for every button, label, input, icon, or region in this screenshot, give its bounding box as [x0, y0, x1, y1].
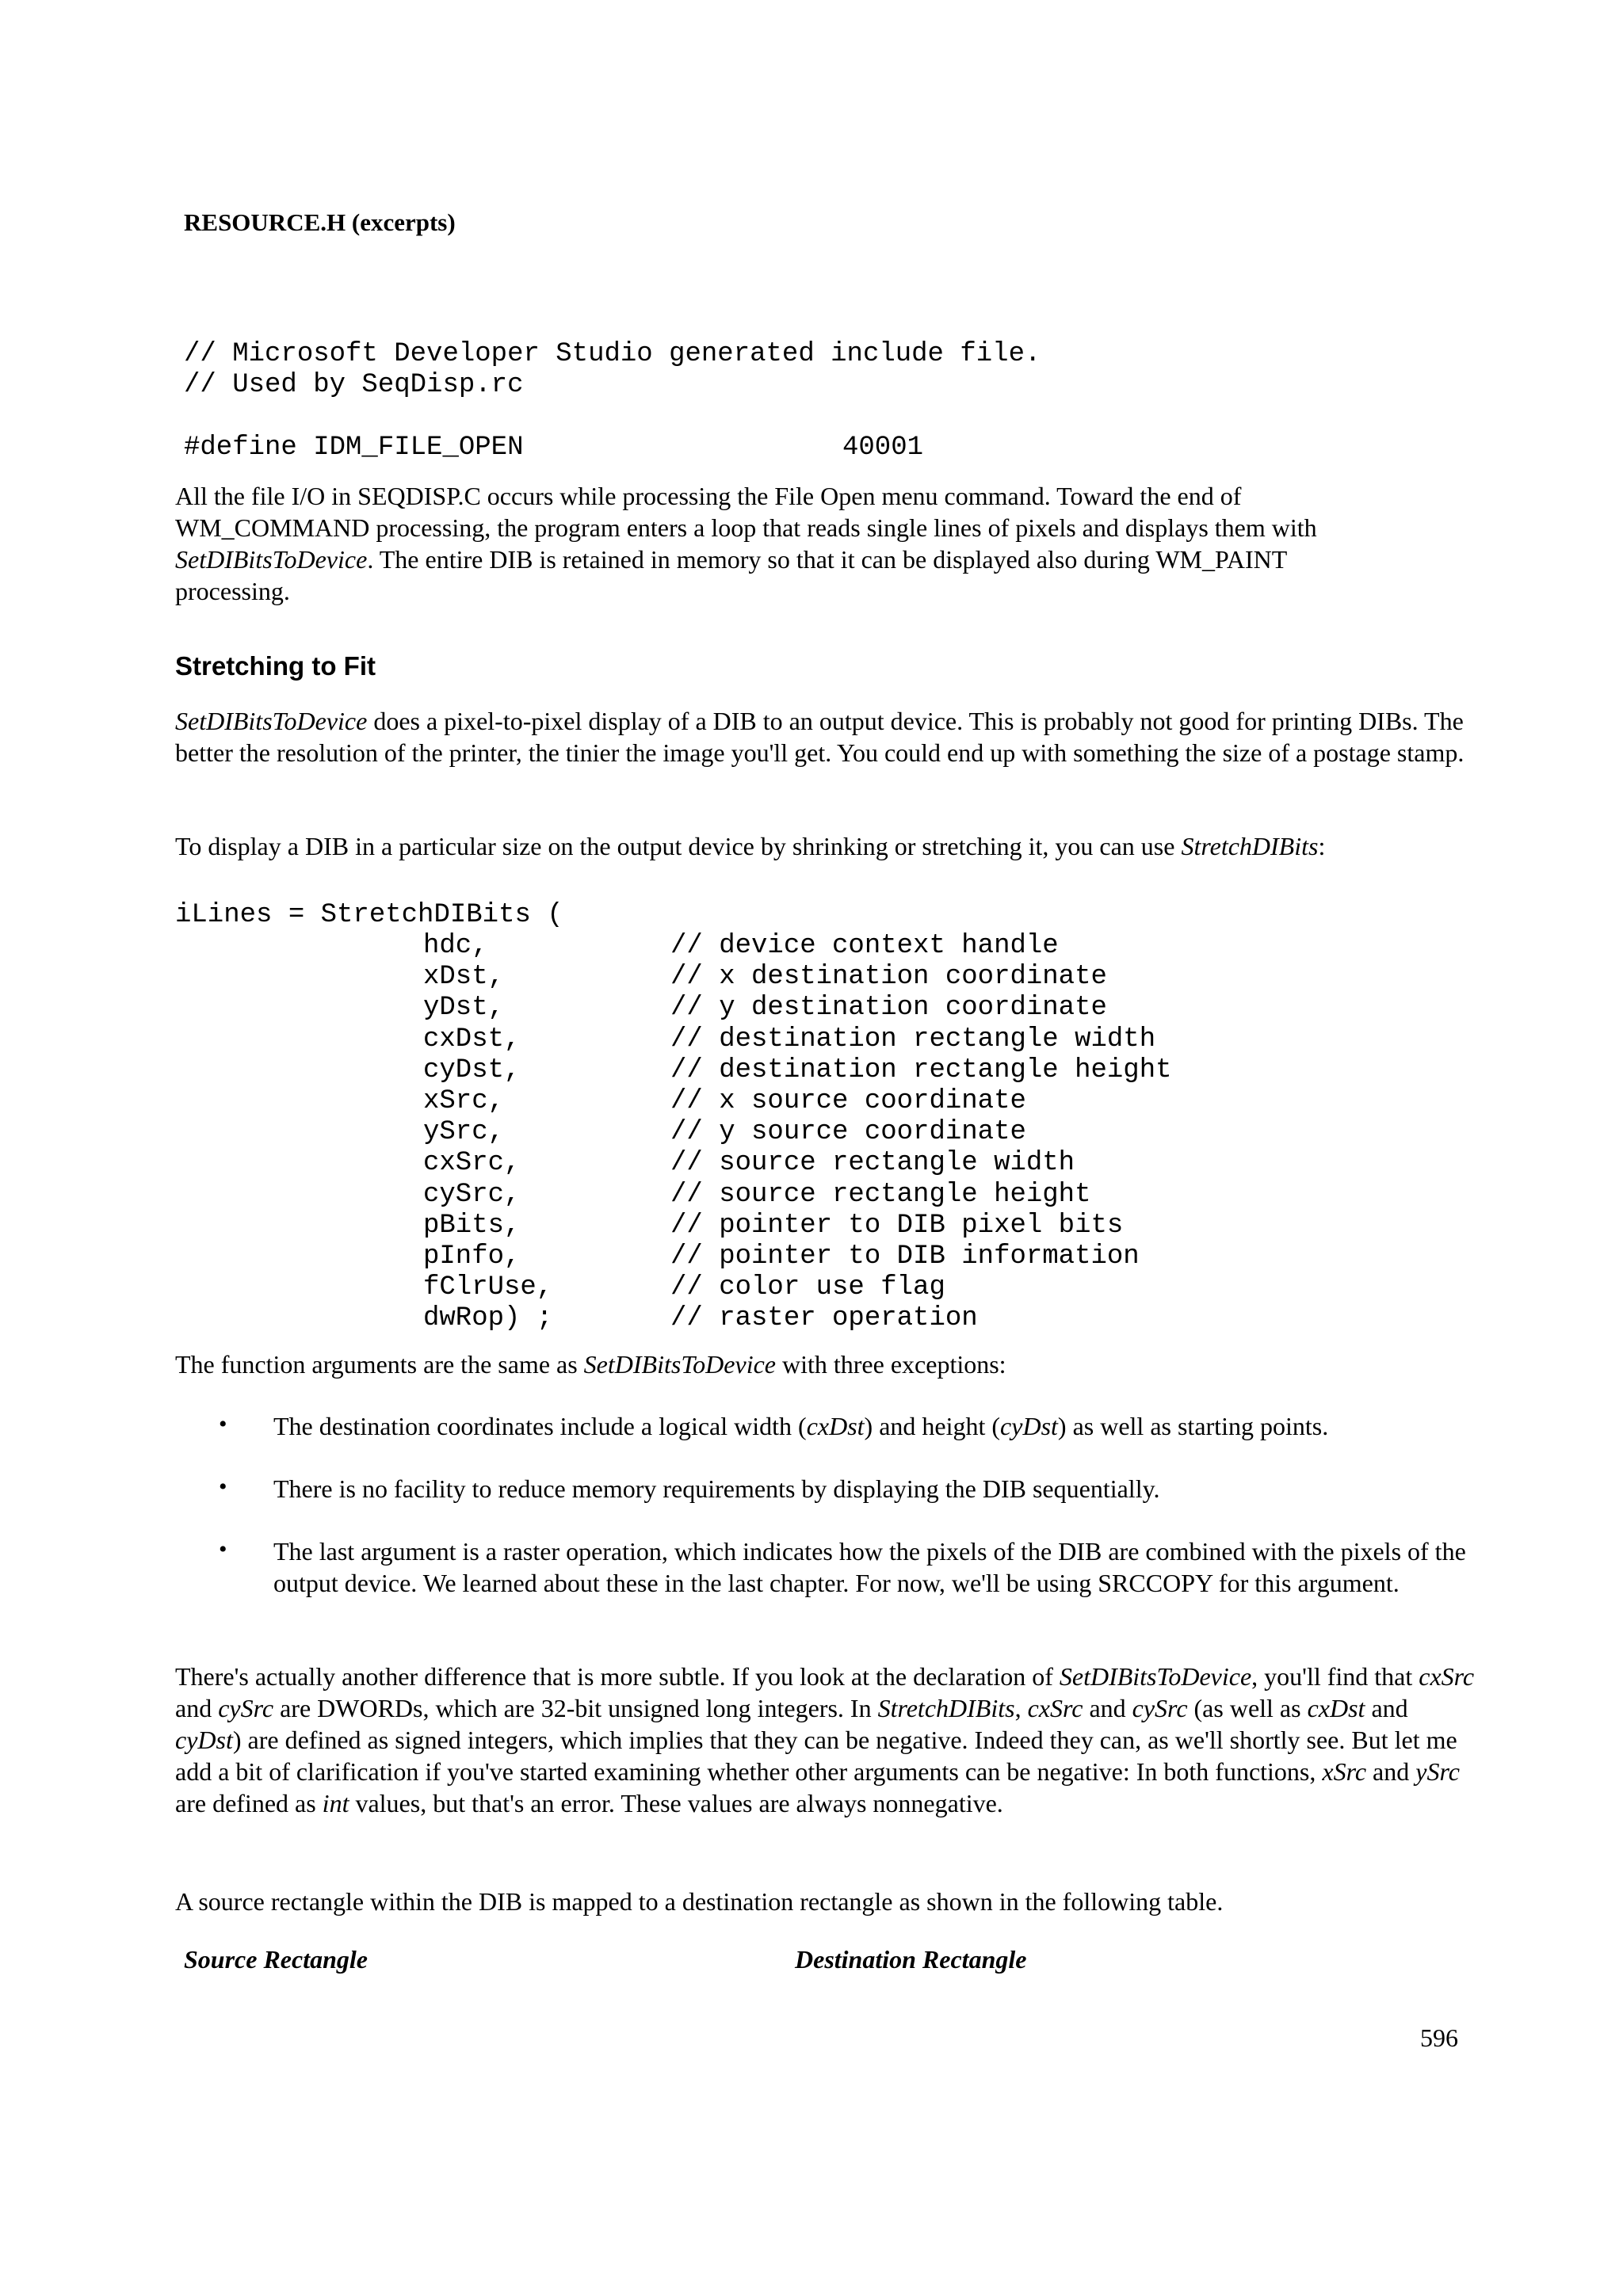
para5-i11: int	[322, 1789, 349, 1817]
stretch-code-comment: // y destination coordinate	[670, 993, 1107, 1024]
para5-i2: cxSrc	[1419, 1662, 1475, 1691]
para5-s2: , you'll find that	[1251, 1662, 1419, 1691]
para5-i1: SetDIBitsToDevice	[1059, 1662, 1252, 1691]
stretch-code-arg: xDst,	[423, 962, 505, 993]
para4-a: The function arguments are the same as	[175, 1350, 584, 1379]
stretch-code-first-line: iLines = StretchDIBits (	[175, 900, 563, 930]
para5-s5: ,	[1014, 1694, 1028, 1722]
para5-i10: ySrc	[1415, 1757, 1460, 1786]
stretch-code-arg: cxSrc,	[423, 1148, 521, 1179]
stretch-code-arg: cySrc,	[423, 1179, 521, 1210]
para5-s10: and	[1366, 1757, 1416, 1786]
stretch-code-arg: hdc,	[423, 931, 488, 961]
page-number: 596	[1420, 2023, 1458, 2052]
paragraph-pixel-display	[175, 705, 1475, 769]
para5-i5: cxSrc	[1027, 1694, 1083, 1722]
para5-s3: and	[175, 1694, 219, 1722]
paragraph-file-io	[175, 480, 1475, 607]
stretch-code-comment: // destination rectangle height	[670, 1055, 1172, 1085]
stretch-code-comment: // x destination coordinate	[670, 962, 1107, 993]
para5-i3: cySrc	[218, 1694, 274, 1722]
bullet-3: The last argument is a raster operation, which indicates how the pixels of the DIB are combined with the pixels of the output device. We learned about these in the last chapter. For now, we'll be using SRCCOPY for this argument.	[273, 1537, 1466, 1597]
stretch-code-arg: pInfo,	[423, 1241, 521, 1272]
bullet-glyph-1: •	[219, 1411, 227, 1437]
paragraph-exceptions	[175, 1348, 1475, 1380]
para2-rest: does a pixel-to-pixel display of a DIB to an output device. This is probably not good for printing DIBs. The better the resolution of the printer, the tinier the image you'll get. You could end up with something the size of a postage stamp.	[175, 707, 1465, 767]
para5-s6: and	[1083, 1694, 1132, 1722]
stretch-code-comment: // color use flag	[670, 1272, 945, 1303]
para1-line1: All the file I/O in SEQDISP.C occurs while processing the File Open menu command. Toward the end of	[175, 482, 1242, 510]
bullet-1	[273, 1410, 1478, 1442]
section-heading: Stretching to Fit	[175, 651, 376, 681]
para2-italic-func: SetDIBitsToDevice	[175, 707, 368, 735]
para5-s8: and	[1365, 1694, 1408, 1722]
stretch-code-arg: yDst,	[423, 993, 505, 1024]
stretch-code-arg: fClrUse,	[423, 1272, 553, 1303]
stretch-code-arg: cyDst,	[423, 1055, 521, 1085]
stretch-code-comment: // destination rectangle width	[670, 1024, 1156, 1055]
stretch-code-arg: xSrc,	[423, 1086, 505, 1116]
para5-s7: (as well as	[1187, 1694, 1308, 1722]
para1-line2: WM_COMMAND processing, the program enters a loop that reads single lines of pixels and displays them with	[175, 513, 1317, 542]
stretch-code-arg: cxDst,	[423, 1024, 521, 1055]
para3-end: :	[1318, 832, 1326, 860]
file-title: RESOURCE.H (excerpts)	[184, 208, 456, 236]
paragraph-subtle-difference	[175, 1661, 1475, 1819]
para5-s4: are DWORDs, which are 32-bit unsigned long integers. In	[273, 1694, 878, 1722]
bullet-2: There is no facility to reduce memory requirements by displaying the DIB sequentially.	[273, 1474, 1160, 1503]
para5-i4: StretchDIBits	[877, 1694, 1015, 1722]
bullet-glyph-3: •	[219, 1536, 227, 1562]
stretch-code-comment: // source rectangle width	[670, 1148, 1075, 1179]
para3-italic-func: StretchDIBits	[1181, 832, 1319, 860]
para1-italic-func: SetDIBitsToDevice	[175, 545, 368, 574]
para5-i8: cyDst	[175, 1726, 233, 1754]
para5-s1: There's actually another difference that is more subtle. If you look at the declaration of	[175, 1662, 1060, 1691]
para5-i7: cxDst	[1307, 1694, 1365, 1722]
para1-line3-rest: . The entire DIB is retained in memory so that it can be displayed also during WM_PAINT	[367, 545, 1288, 574]
stretch-code-comment: // source rectangle height	[670, 1179, 1091, 1210]
paragraph-stretch-intro	[175, 830, 1475, 862]
stretch-code-comment: // y source coordinate	[670, 1117, 1026, 1148]
bullet1-cxdst: cxDst	[806, 1412, 865, 1440]
para1-line4: processing.	[175, 577, 290, 605]
stretch-code-comment: // x source coordinate	[670, 1086, 1026, 1116]
para3-text: To display a DIB in a particular size on the output device by shrinking or stretching it, you can use	[175, 832, 1182, 860]
table-header-source: Source Rectangle	[184, 1945, 368, 1974]
para5-i9: xSrc	[1322, 1757, 1367, 1786]
stretch-code-comment: // pointer to DIB information	[670, 1241, 1140, 1272]
para5-s9: ) are defined as signed integers, which implies that they can be negative. Indeed they can, as we'll shortly see. But let me add a bit of clarification if you've started examining whether other arguments can be negative: In both functions,	[175, 1726, 1457, 1786]
resource-code-line-1: // Microsoft Developer Studio generated include file.	[184, 339, 1041, 369]
bullet1-c: ) and height (	[864, 1412, 1001, 1440]
define-value: 40001	[842, 433, 924, 463]
para5-s12: values, but that's an error. These values are always nonnegative.	[349, 1789, 1003, 1817]
para4-c: with three exceptions:	[775, 1350, 1006, 1379]
resource-code-line-2: // Used by SeqDisp.rc	[184, 370, 524, 400]
bullet1-a: The destination coordinates include a logical width (	[273, 1412, 807, 1440]
para5-i6: cySrc	[1132, 1694, 1188, 1722]
table-header-destination: Destination Rectangle	[795, 1945, 1027, 1974]
stretch-code-arg: dwRop) ;	[423, 1303, 553, 1334]
bullet1-e: ) as well as starting points.	[1057, 1412, 1329, 1440]
stretch-code-comment: // device context handle	[670, 931, 1059, 961]
stretch-code-arg: pBits,	[423, 1210, 521, 1241]
para4-italic-func: SetDIBitsToDevice	[583, 1350, 776, 1379]
para5-s11: are defined as	[175, 1789, 323, 1817]
define-keyword: #define IDM_FILE_OPEN	[184, 433, 524, 463]
stretch-code-comment: // pointer to DIB pixel bits	[670, 1210, 1124, 1241]
bullet1-cydst: cyDst	[1000, 1412, 1058, 1440]
paragraph-table-intro: A source rectangle within the DIB is mapped to a destination rectangle as shown in the following table.	[175, 1887, 1224, 1916]
bullet-glyph-2: •	[219, 1474, 227, 1500]
stretch-code-arg: ySrc,	[423, 1117, 505, 1148]
stretch-code-comment: // raster operation	[670, 1303, 978, 1334]
